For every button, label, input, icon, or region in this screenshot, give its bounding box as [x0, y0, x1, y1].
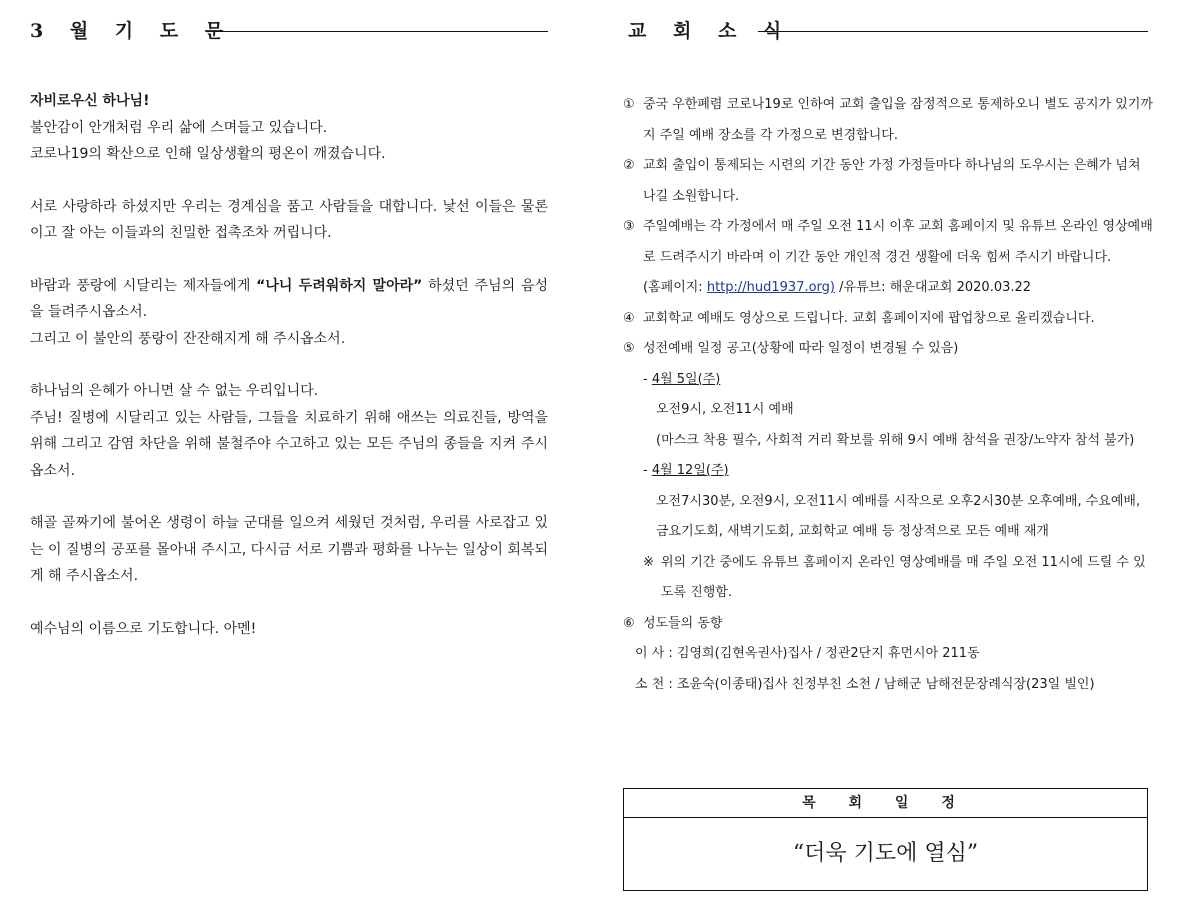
prayer-line: 불안감이 안개처럼 우리 삶에 스며들고 있습니다. [30, 119, 328, 136]
homepage-link[interactable]: http://hud1937.org) [706, 280, 835, 295]
item-text: 성도들의 동향 [643, 615, 723, 631]
schedule-detail: 오전7시30분, 오전9시, 오전11시 예배를 시작으로 오후2시30분 오후예배, 수요예배, 금요기도회, 새벽기도회, 교회학교 예배 등 정상적으로 모든 예배 재개 [656, 493, 1141, 539]
prayer-line: 하셨던 주님의 음성을 들려주시옵소서. [30, 277, 549, 320]
member-news-move: 이 사 : 김영희(김현옥권사)집사 / 정관2단지 휴먼시아 211동 [635, 646, 980, 661]
schedule-date-2 [623, 456, 1153, 487]
dash: - [643, 463, 652, 478]
prayer-line: 코로나19의 확산으로 인해 일상생활의 평온이 깨졌습니다. [30, 146, 386, 162]
item-number: ① [623, 97, 635, 112]
dash: - [643, 371, 652, 387]
pastoral-motto: “더욱 기도에 열심” [792, 841, 979, 866]
prayer-paragraph-2 [30, 194, 548, 247]
note-mark: ※ [643, 554, 654, 570]
news-item-6 [623, 609, 1153, 640]
prayer-line: 바람과 풍랑에 시달리는 제자들에게 [30, 277, 257, 294]
schedule-detail: (마스크 착용 필수, 사회적 거리 확보를 위해 9시 예배 참석을 권장/노약자 참석 불가) [656, 432, 1135, 448]
prayer-greeting: 자비로우신 하나님! [30, 93, 150, 109]
news-item-2 [623, 151, 1153, 212]
news-heading-row [628, 14, 791, 44]
member-news-death: 소 천 : 조윤숙(이종태)집사 친정부친 소천 / 남해군 남해전문장례식장(23일 빌인) [635, 676, 1095, 692]
prayer-body [30, 88, 548, 668]
news-item-5 [623, 334, 1153, 365]
pastoral-schedule-title: 목 회 일 정 [624, 789, 1147, 818]
prayer-paragraph-4 [30, 378, 548, 484]
item-number: ③ [623, 219, 635, 234]
prayer-line: 예수님의 이름으로 기도합니다. 아멘! [30, 620, 257, 637]
pastoral-schedule-box [623, 788, 1148, 891]
youtube-text: /유튜브: 해운대교회 2020.03.22 [835, 280, 1032, 295]
item-text: 교회학교 예배도 영상으로 드립니다. 교회 홈페이지에 팝업창으로 올리겠습니다. [643, 310, 1095, 326]
prayer-paragraph-1 [30, 115, 548, 168]
note-text: 위의 기간 중에도 유튜브 홈페이지 온라인 영상예배를 매 주일 오전 11시에 드릴 수 있도록 진행함. [661, 554, 1146, 600]
prayer-line: 주님! 질병에 시달리고 있는 사람들, 그들을 치료하기 위해 애쓰는 의료진들, 방역을 위해 그리고 감염 차단을 위해 불철주야 수고하고 있는 모든 주님의 종들을 지켜 주시옵소서. [30, 409, 548, 479]
prayer-line: 해골 골짜기에 불어온 생령이 하늘 군대를 일으켜 세웠던 것처럼, 우리를 사로잡고 있는 이 질병의 공포를 몰아내 주시고, 다시금 서로 기쁨과 평화를 나누는 일상이 회복되게 해 주시옵소서. [30, 515, 548, 584]
item-text: 교회 출입이 통제되는 시련의 기간 동안 가정 가정들마다 하나님의 도우시는 은혜가 넘쳐나길 소원합니다. [643, 158, 1141, 204]
prayer-quote: “나니 두려워하지 말아라” [256, 277, 423, 294]
item-number: ④ [623, 310, 635, 326]
prayer-paragraph-5 [30, 510, 548, 590]
news-item-3 [623, 212, 1153, 273]
schedule-date-1 [623, 365, 1153, 396]
schedule-note [623, 548, 1153, 609]
news-item-4 [623, 304, 1153, 335]
news-item-1 [623, 90, 1153, 151]
item-text: 주일예배는 각 가정에서 매 주일 오전 11시 이후 교회 홈페이지 및 유튜브 온라인 영상예배로 드려주시기 바라며 이 기간 동안 개인적 경건 생활에 더욱 힘써 주시기 바랍니다. [643, 219, 1153, 265]
news-heading-rule [758, 31, 1148, 32]
item-number: ⑤ [623, 341, 635, 356]
prayer-heading-row [30, 14, 233, 44]
prayer-line: 그리고 이 불안의 풍랑이 잔잔해지게 해 주시옵소서. [30, 330, 346, 347]
prayer-paragraph-3 [30, 273, 548, 353]
news-heading: 교 회 소 식 [628, 19, 792, 42]
item-number: ⑥ [623, 615, 635, 631]
item-number: ② [623, 158, 635, 173]
prayer-line: 하나님의 은혜가 아니면 살 수 없는 우리입니다. [30, 383, 319, 399]
item-text: 중국 우한폐렴 코로나19로 인하여 교회 출입을 잠정적으로 통제하오니 별도 공지가 있기까지 주일 예배 장소를 각 가정으로 변경합니다. [643, 97, 1153, 143]
date-label: 4월 12일(주) [651, 463, 729, 478]
schedule-detail: 오전9시, 오전11시 예배 [656, 402, 794, 417]
prayer-heading-rule [210, 31, 548, 32]
date-label: 4월 5일(주) [651, 371, 721, 387]
prayer-line: 서로 사랑하라 하셨지만 우리는 경계심을 품고 사람들을 대합니다. 낯선 이들은 물론이고 잘 아는 이들과의 친밀한 접촉조차 꺼립니다. [30, 198, 548, 241]
homepage-prefix: (홈페이지: [643, 280, 707, 295]
prayer-heading: 3 월 기 도 문 [30, 19, 234, 42]
item-text: 성전예배 일정 공고(상황에 따라 일정이 변경될 수 있음) [643, 341, 959, 356]
homepage-line [623, 273, 1153, 304]
news-list [623, 90, 1153, 700]
prayer-paragraph-6 [30, 616, 548, 643]
